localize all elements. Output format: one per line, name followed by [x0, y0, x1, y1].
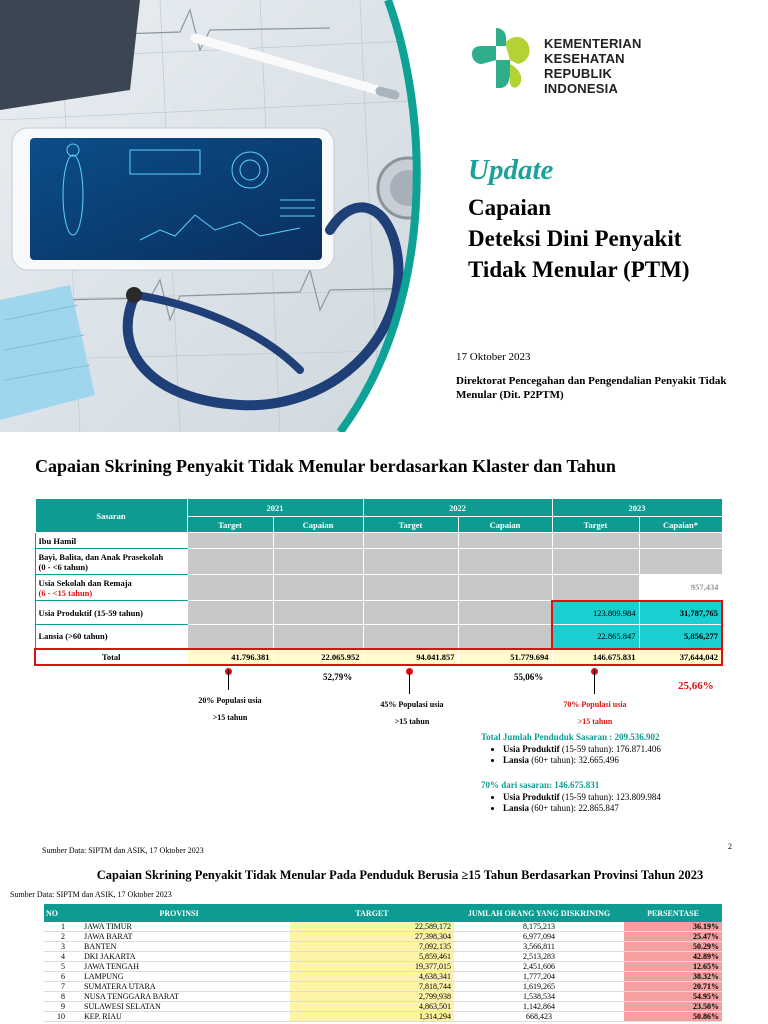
cluster-table: [34, 498, 723, 666]
page-number: 2: [728, 842, 732, 851]
arrow: [228, 670, 229, 690]
row-label: Bayi, Balita, dan Anak Prasekolah (0 - <6 tahun): [35, 549, 187, 575]
province-name: SUMATERA UTARA: [68, 982, 290, 992]
screened-value: 6,977,094: [454, 932, 624, 942]
info-total-sasaran: Total Jumlah Penduduk Sasaran : 209.536.902 • Usia Produktif (15-59 tahun): 176.871.406 • Lansia (60+ tahun): 32.665.496: [481, 732, 661, 767]
target-value: 27,398,304: [290, 932, 454, 942]
note-2021: 20% Populasi usia >15 tahun: [198, 696, 262, 722]
source-note: Sumber Data: SIPTM dan ASIK, 17 Oktober 2023: [10, 890, 172, 899]
row-number: 3: [44, 942, 68, 952]
province-name: JAWA BARAT: [68, 932, 290, 942]
percentage-value: 25.47%: [624, 932, 722, 942]
target-value: 7,092,135: [290, 942, 454, 952]
row-number: 8: [44, 992, 68, 1002]
sub-header: Capaian: [458, 517, 552, 533]
sub-header: Capaian*: [639, 517, 722, 533]
screened-value: 3,566,811: [454, 942, 624, 952]
cell-value: 22.865.847: [552, 625, 639, 649]
slide-title: Capaian Skrining Penyakit Tidak Menular Pada Penduduk Berusia ≥15 Tahun Berdasarkan Provinsi Tahun 2023: [96, 868, 704, 882]
target-value: 19,377,015: [290, 962, 454, 972]
row-number: 1: [44, 922, 68, 932]
header-target: TARGET: [290, 904, 454, 922]
screened-value: 1,619,265: [454, 982, 624, 992]
province-name: JAWA TENGAH: [68, 962, 290, 972]
sub-header: Target: [187, 517, 273, 533]
percentage-value: 42.89%: [624, 952, 722, 962]
table-row: [35, 601, 722, 625]
year-2021: 2021: [187, 499, 363, 517]
percentage-value: 12.65%: [624, 962, 722, 972]
arrow: [594, 670, 595, 694]
table-row: [44, 982, 722, 992]
table-row: [35, 549, 722, 575]
row-number: 2: [44, 932, 68, 942]
source-note: Sumber Data: SIPTM dan ASIK, 17 Oktober 2023: [42, 846, 204, 855]
table-row: [35, 533, 722, 549]
arrow: [409, 670, 410, 694]
province-name: BANTEN: [68, 942, 290, 952]
percentage-value: 36.19%: [624, 922, 722, 932]
total-value: 41.796.381: [187, 649, 273, 665]
year-2022: 2022: [363, 499, 552, 517]
percentage-value: 54.95%: [624, 992, 722, 1002]
info-70-persen: 70% dari sasaran: 146.675.831 • Usia Produktif (15-59 tahun): 123.809.984 • Lansia (60+ tahun): 22.865.847: [481, 780, 661, 815]
province-name: LAMPUNG: [68, 972, 290, 982]
row-number: 7: [44, 982, 68, 992]
cell-value: 5,856,277: [639, 625, 722, 649]
cell-value: 957,434: [639, 575, 722, 601]
row-number: 9: [44, 1002, 68, 1012]
row-number: 6: [44, 972, 68, 982]
row-number: 5: [44, 962, 68, 972]
cover-slide: [0, 0, 768, 432]
kemenkes-logo: [466, 24, 642, 104]
target-value: 4,863,501: [290, 1002, 454, 1012]
percentage-value: 50.29%: [624, 942, 722, 952]
screened-value: 1,538,534: [454, 992, 624, 1002]
province-slide: [0, 850, 768, 1024]
target-value: 4,638,341: [290, 972, 454, 982]
screened-value: 2,513,283: [454, 952, 624, 962]
table-row: [44, 1002, 722, 1012]
total-value: 22.065.952: [273, 649, 363, 665]
row-number: 10: [44, 1012, 68, 1022]
slide-title: Capaian Skrining Penyakit Tidak Menular berdasarkan Klaster dan Tahun: [35, 456, 616, 476]
percentage-2022: 55,06%: [514, 672, 544, 682]
province-name: NUSA TENGGARA BARAT: [68, 992, 290, 1002]
header-provinsi: PROVINSI: [68, 904, 290, 922]
header-persentase: PERSENTASE: [624, 904, 722, 922]
screened-value: 1,777,204: [454, 972, 624, 982]
cell-value: 31,787,765: [639, 601, 722, 625]
row-number: 4: [44, 952, 68, 962]
percentage-2021: 52,79%: [323, 672, 353, 682]
screened-value: 8,175,213: [454, 922, 624, 932]
report-date: 17 Oktober 2023: [456, 351, 531, 363]
cell-value: 123.809.984: [552, 601, 639, 625]
total-row: [35, 649, 722, 665]
table-row: [44, 932, 722, 942]
medical-photo: [0, 0, 430, 432]
percentage-2023: 25,66%: [678, 680, 714, 692]
table-row: [44, 942, 722, 952]
update-label: Update: [468, 154, 554, 186]
table-row: [44, 1012, 722, 1022]
row-label: Usia Produktif (15-59 tahun): [35, 601, 187, 625]
screened-value: 668,423: [454, 1012, 624, 1022]
table-row: [44, 922, 722, 932]
row-label: Lansia (>60 tahun): [35, 625, 187, 649]
cluster-slide: [0, 432, 768, 855]
percentage-value: 20.71%: [624, 982, 722, 992]
sub-header: Target: [552, 517, 639, 533]
sub-header: Capaian: [273, 517, 363, 533]
year-2023: 2023: [552, 499, 722, 517]
province-name: KEP. RIAU: [68, 1012, 290, 1022]
province-name: DKI JAKARTA: [68, 952, 290, 962]
percentage-value: 38.32%: [624, 972, 722, 982]
table-row: [44, 952, 722, 962]
target-value: 5,859,461: [290, 952, 454, 962]
header-no: NO: [44, 904, 68, 922]
target-value: 22,589,172: [290, 922, 454, 932]
province-table: [44, 904, 722, 1022]
sub-header: Target: [363, 517, 458, 533]
total-value: 94.041.857: [363, 649, 458, 665]
kemenkes-logo-icon: [466, 24, 538, 96]
total-value: 37,644,042: [639, 649, 722, 665]
table-row: [35, 575, 722, 601]
total-value: 146.675.831: [552, 649, 639, 665]
total-value: 51.779.694: [458, 649, 552, 665]
row-label: Usia Sekolah dan Remaja (6 - <15 tahun): [35, 575, 187, 601]
target-value: 2,799,938: [290, 992, 454, 1002]
cover-title: Capaian Deteksi Dini Penyakit Tidak Menular (PTM): [468, 195, 690, 282]
row-label: Ibu Hamil: [35, 533, 187, 549]
total-label: Total: [35, 649, 187, 665]
target-value: 7,818,744: [290, 982, 454, 992]
percentage-value: 50.86%: [624, 1012, 722, 1022]
percentage-value: 23.50%: [624, 1002, 722, 1012]
screened-value: 2,451,606: [454, 962, 624, 972]
table-row: [35, 625, 722, 649]
note-2022: 45% Populasi usia >15 tahun: [380, 700, 444, 726]
header-jumlah: JUMLAH ORANG YANG DISKRINING: [454, 904, 624, 922]
department-name: Direktorat Pencegahan dan Pengendalian Penyakit Tidak Menular (Dit. P2PTM): [456, 375, 727, 401]
logo-text: KEMENTERIAN KESEHATAN REPUBLIK INDONESIA: [544, 36, 642, 96]
medical-illustration: [0, 0, 430, 432]
sasaran-header: Sasaran: [35, 499, 187, 533]
screened-value: 1,142,864: [454, 1002, 624, 1012]
province-name: JAWA TIMUR: [68, 922, 290, 932]
table-row: [44, 962, 722, 972]
province-name: SULAWESI SELATAN: [68, 1002, 290, 1012]
target-value: 1,314,294: [290, 1012, 454, 1022]
table-row: [44, 992, 722, 1002]
note-2023: 70% Populasi usia >15 tahun: [563, 700, 627, 726]
table-row: [44, 972, 722, 982]
